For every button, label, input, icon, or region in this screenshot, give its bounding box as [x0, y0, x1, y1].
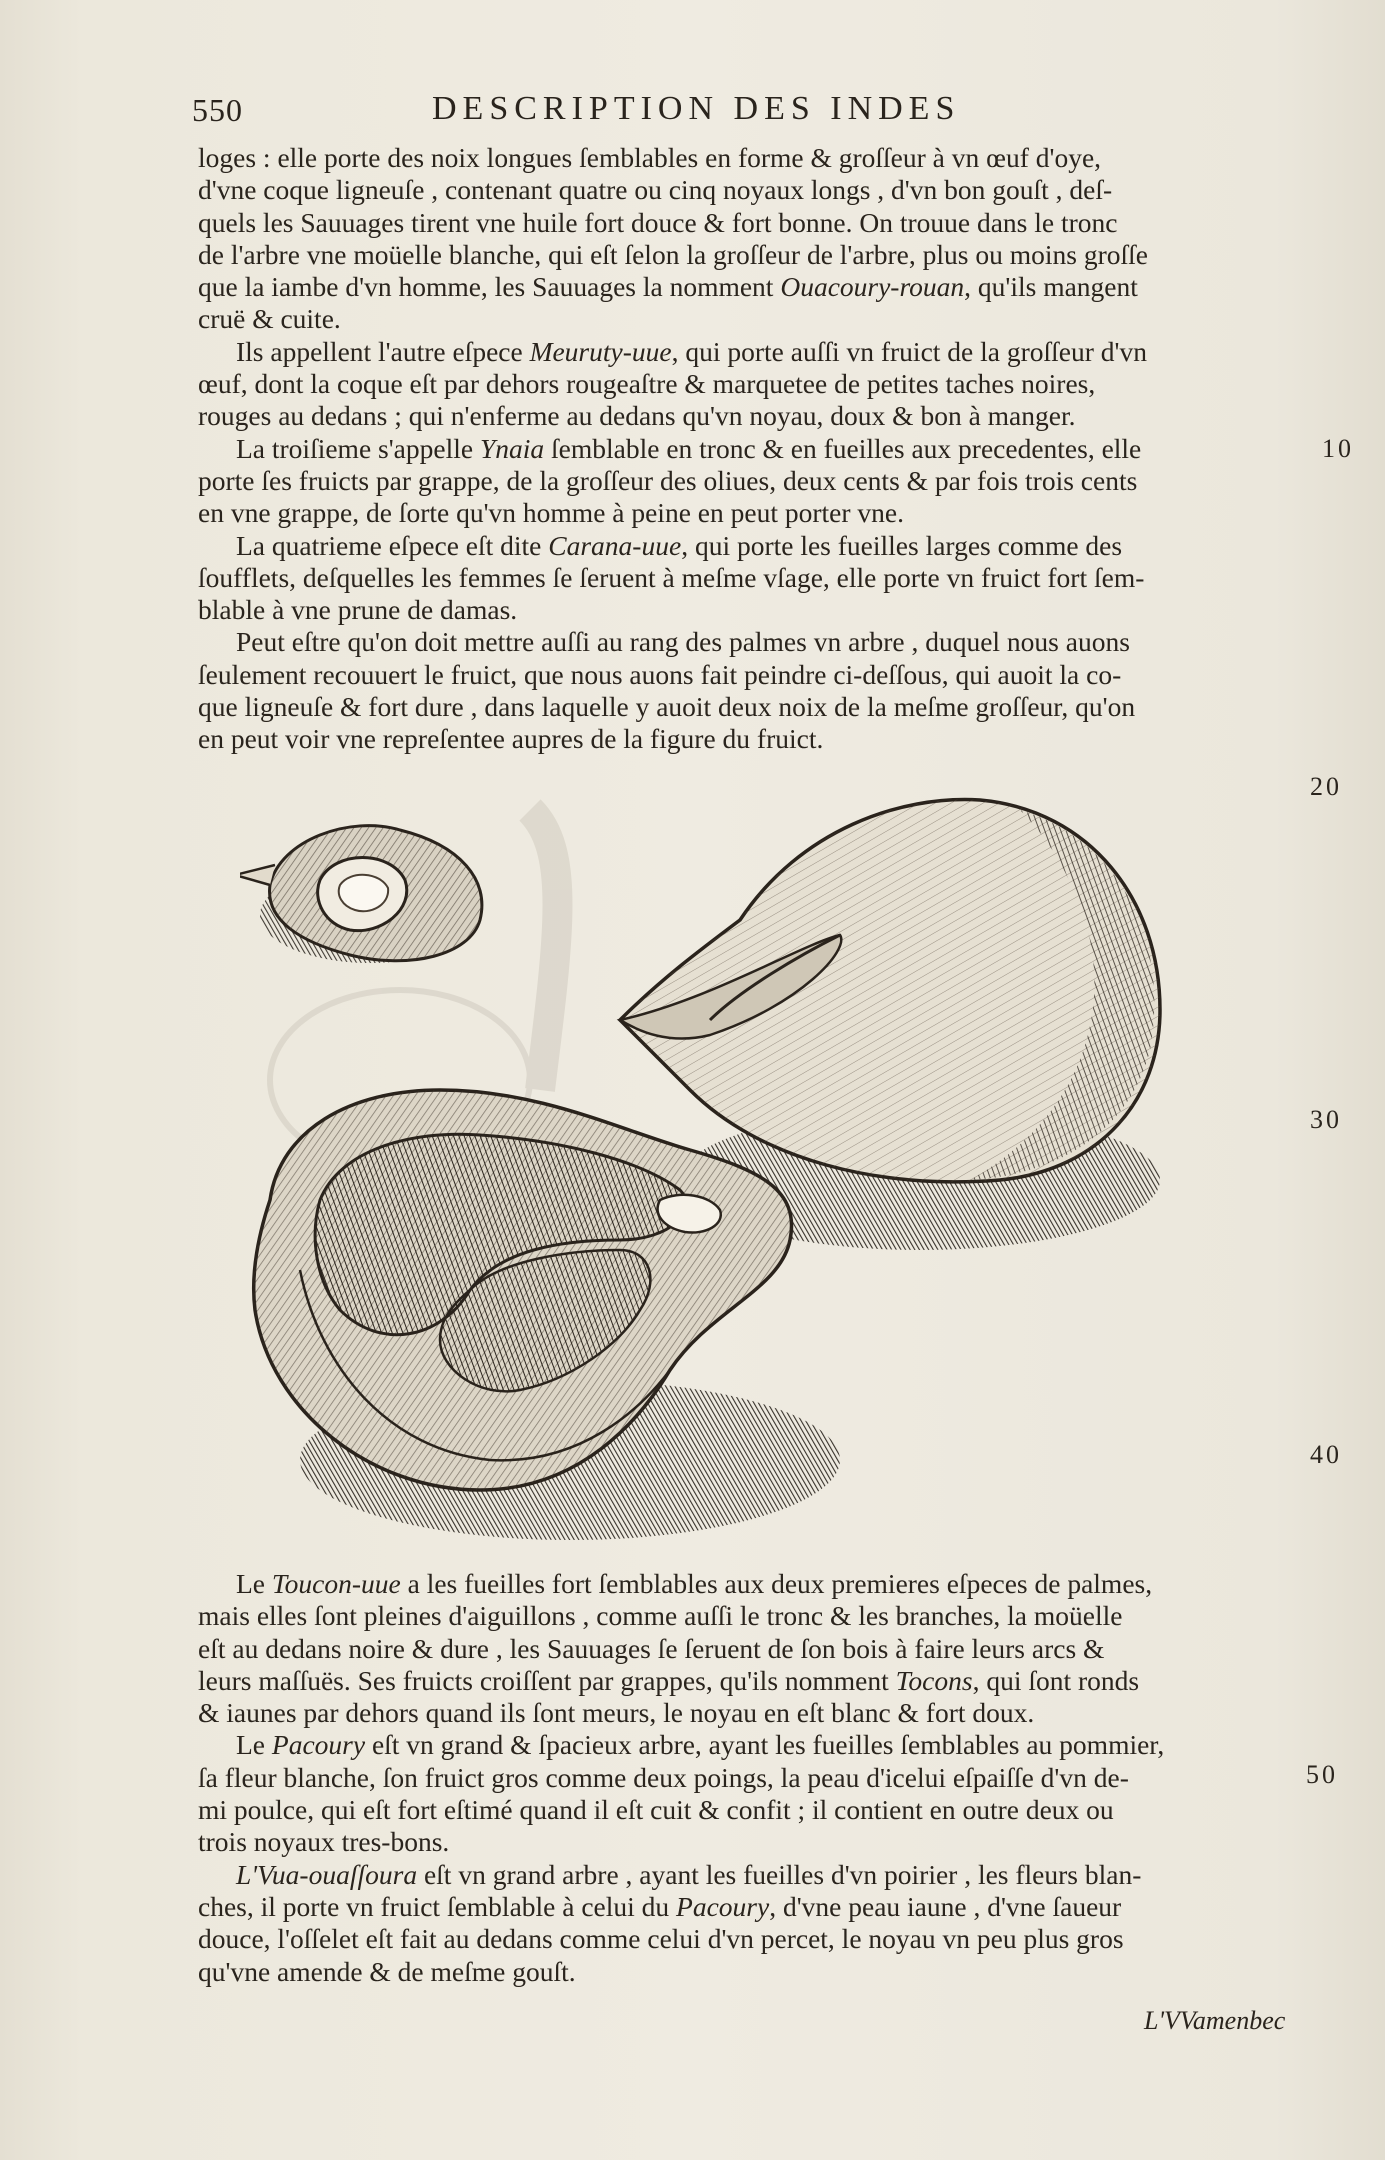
- text-run: en vne grappe, de ſorte qu'vn homme à peine en peut porter vne.: [198, 497, 904, 529]
- text-line: [198, 303, 1298, 335]
- text-run: porte ſes fruicts par grappe, de la groſſeur des oliues, deux cents & par fois trois cents: [198, 464, 1138, 496]
- text-line: [198, 1826, 1298, 1858]
- text-run: leurs maſſuës. Ses fruicts croiſſent par grappes, qu'ils nomment: [198, 1664, 896, 1696]
- text-line: [198, 626, 1298, 658]
- page-header: [192, 92, 1292, 136]
- text-run: , qui porte les fueilles larges comme des: [681, 529, 1123, 561]
- text-run: en peut voir vne repreſentee aupres de la figure du fruict.: [198, 723, 824, 755]
- text-run: que ligneuſe & fort dure , dans laquelle y auoit deux noix de la meſme groſſeur, qu'on: [198, 691, 1136, 723]
- margin-line-number-10: 10: [1322, 434, 1354, 463]
- italic-term: Meuruty-uue: [529, 335, 672, 367]
- text-run: eſt vn grand & ſpacieux arbre, ayant les fueilles ſemblables au pommier,: [365, 1729, 1165, 1761]
- text-line: [198, 1891, 1298, 1923]
- page-number: 550: [192, 92, 243, 128]
- margin-line-number-20: 20: [1310, 772, 1342, 801]
- text-line: [198, 691, 1298, 723]
- text-line: [198, 465, 1298, 497]
- text-run: , qui ſont ronds: [972, 1664, 1140, 1696]
- text-run: ſeulement recouuert le fruict, que nous auons fait peindre ci-deſſous, qui auoit la co-: [198, 658, 1122, 690]
- italic-term: L'Vua-ouaſſoura: [236, 1858, 418, 1890]
- text-run: blable à vne prune de damas.: [198, 594, 518, 626]
- text-line: [198, 1762, 1298, 1794]
- italic-term: Carana-uue: [548, 529, 682, 561]
- text-line: [198, 1633, 1298, 1665]
- text-run: qu'vne amende & de meſme gouſt.: [198, 1955, 576, 1987]
- italic-term: Toucon-uue: [271, 1568, 401, 1599]
- margin-line-number-40: 40: [1310, 1440, 1342, 1469]
- top-paragraphs: [198, 142, 1298, 756]
- text-line: [198, 1859, 1298, 1891]
- fruit-engraving-illustration: [240, 770, 1260, 1570]
- text-line: [198, 562, 1298, 594]
- text-line: [198, 1568, 1298, 1600]
- text-run: , qui porte auſſi vn fruict de la groſſeur d'vn: [671, 335, 1147, 367]
- text-line: [198, 1729, 1298, 1761]
- text-run: trois noyaux tres-bons.: [198, 1826, 450, 1858]
- text-line: [198, 336, 1298, 368]
- text-run: ſemblable en tronc & en fueilles aux precedentes, elle: [544, 432, 1142, 464]
- text-run: Ils appellent l'autre eſpece: [236, 335, 530, 367]
- text-line: [198, 659, 1298, 691]
- text-line: [198, 1665, 1298, 1697]
- text-line: [198, 1923, 1298, 1955]
- italic-term: Pacoury: [271, 1729, 366, 1761]
- text-run: , d'vne peau iaune , d'vne ſaueur: [769, 1890, 1122, 1922]
- text-line: [198, 433, 1298, 465]
- small-nut-drawing: [240, 826, 482, 963]
- text-line: [198, 530, 1298, 562]
- text-run: eſt au dedans noire & dure , les Sauuages ſe ſeruent de ſon bois à faire leurs arcs &: [198, 1632, 1105, 1664]
- text-line: [198, 723, 1298, 755]
- text-run: que la iambe d'vn homme, les Sauuages la nomment: [198, 271, 781, 303]
- text-line: [198, 1600, 1298, 1632]
- text-run: La troiſieme s'appelle: [236, 432, 480, 464]
- text-run: Le: [236, 1568, 272, 1599]
- text-line: [198, 497, 1298, 529]
- margin-line-number-30: 30: [1310, 1105, 1342, 1134]
- text-run: a les fueilles fort ſemblables aux deux premieres eſpeces de palmes,: [400, 1568, 1153, 1599]
- text-run: œuf, dont la coque eſt par dehors rougeaſtre & marquetee de petites taches noires,: [198, 368, 1096, 400]
- margin-line-number-50: 50: [1306, 1760, 1338, 1789]
- text-run: ches, il porte vn fruict ſemblable à celui du: [198, 1890, 677, 1922]
- text-line: [198, 1794, 1298, 1826]
- text-run: loges : elle porte des noix longues ſemblables en forme & groſſeur à vn œuf d'oye,: [198, 142, 1102, 173]
- text-run: mais elles ſont pleines d'aiguillons , comme auſſi le tronc & les branches, la moüelle: [198, 1600, 1123, 1632]
- text-run: quels les Sauuages tirent vne huile fort douce & fort bonne. On trouue dans le tronc: [198, 206, 1118, 238]
- text-run: rouges au dedans ; qui n'enferme au dedans qu'vn noyau, doux & bon à manger.: [198, 400, 1076, 432]
- text-run: Le: [236, 1729, 272, 1761]
- text-line: [198, 207, 1298, 239]
- text-run: cruë & cuite.: [198, 303, 341, 335]
- text-run: d'vne coque ligneuſe , contenant quatre ou cinq noyaux longs , d'vn bon gouſt , deſ-: [198, 174, 1113, 206]
- text-run: Peut eſtre qu'on doit mettre auſſi au rang des palmes vn arbre , duquel nous auons: [236, 626, 1130, 658]
- text-line: [198, 400, 1298, 432]
- text-run: douce, l'oſſelet eſt fait au dedans comme celui d'vn percet, le noyau vn peu plus gros: [198, 1923, 1124, 1955]
- text-run: ſa fleur blanche, ſon fruict gros comme deux poings, la peau d'icelui eſpaiſſe d'vn de-: [198, 1761, 1129, 1793]
- text-line: [198, 368, 1298, 400]
- running-title: DESCRIPTION DES INDES: [432, 90, 961, 127]
- text-line: [198, 142, 1298, 174]
- text-line: [198, 594, 1298, 626]
- text-line: [198, 271, 1298, 303]
- bottom-paragraphs: [198, 1568, 1298, 1988]
- text-line: [198, 1697, 1298, 1729]
- text-run: ſoufflets, deſquelles les femmes ſe ſeruent à meſme vſage, elle porte vn fruict fort ſem-: [198, 561, 1145, 593]
- text-run: eſt vn grand arbre , ayant les fueilles d'vn poirier , les fleurs blan-: [417, 1858, 1142, 1890]
- text-run: , qu'ils mangent: [964, 271, 1138, 303]
- text-run: mi poulce, qui eſt fort eſtimé quand il eſt cuit & confit ; il contient en outre deux ou: [198, 1794, 1114, 1826]
- text-line: [198, 239, 1298, 271]
- text-run: de l'arbre vne moüelle blanche, qui eſt ſelon la groſſeur de l'arbre, plus ou moins groſſe: [198, 238, 1148, 270]
- italic-term: Ynaia: [479, 432, 545, 464]
- italic-term: Tocons: [895, 1664, 973, 1696]
- italic-term: Pacoury: [676, 1890, 770, 1922]
- text-run: La quatrieme eſpece eſt dite: [236, 529, 549, 561]
- italic-term: Ouacoury-rouan: [780, 271, 965, 303]
- text-line: [198, 1956, 1298, 1988]
- text-run: & iaunes par dehors quand ils ſont meurs, le noyau en eſt blanc & fort doux.: [198, 1697, 1035, 1729]
- catchword: L'VVamenbec: [1144, 2006, 1286, 2035]
- text-line: [198, 174, 1298, 206]
